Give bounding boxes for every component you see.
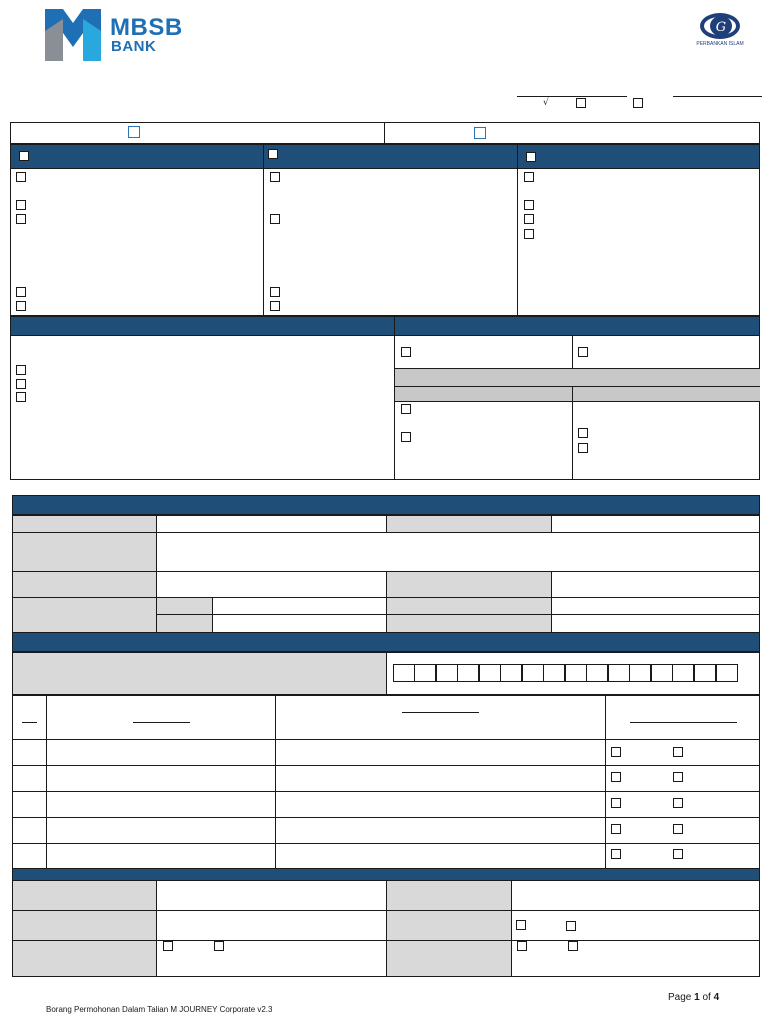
service-group-checkbox[interactable] <box>268 149 278 159</box>
digit-box[interactable] <box>608 664 630 682</box>
application-type-checkbox[interactable] <box>128 126 140 138</box>
field-input-cell[interactable] <box>551 614 760 633</box>
reference-underline <box>517 96 627 97</box>
form-name: Borang Permohonan Dalam Talian M JOURNEY Corporate v2.3 <box>46 1005 273 1014</box>
islamic-label: PERBANKAN ISLAM <box>696 41 744 47</box>
table-cell[interactable] <box>275 739 606 766</box>
field-label-cell <box>12 532 157 572</box>
section-body <box>10 336 760 480</box>
header-underline <box>402 712 479 713</box>
field-sublabel-cell <box>156 597 213 615</box>
service-option-checkbox[interactable] <box>16 287 26 297</box>
field-input-cell <box>511 910 760 941</box>
page-current: 1 <box>694 992 700 1003</box>
address-input-cell[interactable] <box>156 532 760 572</box>
field-label-cell <box>386 910 512 941</box>
digit-box[interactable] <box>672 664 694 682</box>
digit-box[interactable] <box>500 664 522 682</box>
digit-box[interactable] <box>479 664 501 682</box>
brand-name: MBSB <box>110 14 183 41</box>
option-checkbox[interactable] <box>566 921 576 931</box>
digit-box[interactable] <box>586 664 608 682</box>
role-checkbox[interactable] <box>611 849 621 859</box>
digit-box[interactable] <box>694 664 716 682</box>
page-prefix: Page <box>668 992 695 1003</box>
field-label-cell <box>386 597 552 615</box>
field-input-cell[interactable] <box>511 880 760 911</box>
table-cell[interactable] <box>46 817 276 844</box>
service-group-checkbox[interactable] <box>19 151 29 161</box>
field-label-cell <box>12 515 157 533</box>
role-checkbox[interactable] <box>673 798 683 808</box>
digit-box[interactable] <box>629 664 651 682</box>
service-option-checkbox[interactable] <box>524 200 534 210</box>
field-input-cell[interactable] <box>551 571 760 598</box>
table-cell[interactable] <box>46 739 276 766</box>
table-cell[interactable] <box>46 791 276 818</box>
role-checkbox[interactable] <box>611 747 621 757</box>
field-input-cell[interactable] <box>551 597 760 615</box>
mbsb-logo-mark-icon <box>45 9 101 61</box>
table-cell[interactable] <box>275 817 606 844</box>
option-checkbox[interactable] <box>401 404 411 414</box>
service-option-checkbox[interactable] <box>16 301 26 311</box>
column-divider <box>394 336 395 480</box>
field-input-cell <box>156 940 387 977</box>
field-input-cell[interactable] <box>156 515 387 533</box>
field-label-cell <box>386 571 552 598</box>
table-header-cell <box>605 695 760 740</box>
service-option-checkbox[interactable] <box>524 172 534 182</box>
option-checkbox[interactable] <box>578 443 588 453</box>
islamic-emblem-icon <box>699 11 741 41</box>
table-cell[interactable] <box>12 765 47 792</box>
table-cell[interactable] <box>12 843 47 869</box>
table-cell[interactable] <box>12 791 47 818</box>
field-label-cell <box>386 880 512 911</box>
role-checkbox[interactable] <box>673 849 683 859</box>
digit-box[interactable] <box>543 664 565 682</box>
page-total: 4 <box>713 992 720 1003</box>
service-option-checkbox[interactable] <box>270 214 280 224</box>
field-label-cell <box>386 614 552 633</box>
table-cell[interactable] <box>12 739 47 766</box>
role-checkbox[interactable] <box>611 772 621 782</box>
svg-text:G: G <box>715 20 727 35</box>
option-checkbox[interactable] <box>517 941 527 951</box>
table-cell[interactable] <box>12 817 47 844</box>
field-label-cell <box>12 880 157 911</box>
digit-box[interactable] <box>414 664 436 682</box>
table-header-cell <box>46 695 276 740</box>
column-divider <box>517 169 518 316</box>
digit-box[interactable] <box>393 664 415 682</box>
cell-divider <box>572 336 573 368</box>
header-underline <box>630 722 737 723</box>
option-checkbox[interactable] <box>16 379 26 389</box>
account-section-header <box>12 632 760 652</box>
service-option-checkbox[interactable] <box>16 200 26 210</box>
option-checkbox[interactable] <box>578 347 588 357</box>
service-option-checkbox[interactable] <box>16 214 26 224</box>
services-header-bar <box>10 144 760 169</box>
date-underline <box>673 96 762 97</box>
company-section-header <box>12 495 760 515</box>
field-label-cell <box>12 910 157 941</box>
option-checkbox[interactable] <box>576 98 586 108</box>
services-body <box>10 169 760 316</box>
option-checkbox[interactable] <box>568 941 578 951</box>
table-header-cell <box>12 695 47 740</box>
role-checkbox[interactable] <box>673 747 683 757</box>
option-checkbox[interactable] <box>633 98 643 108</box>
option-checkbox[interactable] <box>401 432 411 442</box>
sub-header-grey <box>395 368 760 387</box>
option-checkbox[interactable] <box>516 920 526 930</box>
digit-box[interactable] <box>436 664 458 682</box>
section-header-bar <box>10 316 760 336</box>
digit-box[interactable] <box>651 664 673 682</box>
service-group-checkbox[interactable] <box>526 152 536 162</box>
option-checkbox[interactable] <box>578 428 588 438</box>
field-input-cell[interactable] <box>212 614 387 633</box>
field-input-cell <box>511 940 760 977</box>
field-input-cell[interactable] <box>551 515 760 533</box>
digit-box[interactable] <box>565 664 587 682</box>
field-label-cell <box>12 571 157 598</box>
role-checkbox[interactable] <box>673 772 683 782</box>
table-cell[interactable] <box>275 765 606 792</box>
service-option-checkbox[interactable] <box>270 172 280 182</box>
service-option-checkbox[interactable] <box>16 172 26 182</box>
role-checkbox[interactable] <box>611 824 621 834</box>
header-underline <box>133 722 190 723</box>
option-checkbox[interactable] <box>163 941 173 951</box>
field-label-cell <box>12 652 387 695</box>
service-option-checkbox[interactable] <box>270 287 280 297</box>
service-option-checkbox[interactable] <box>524 214 534 224</box>
tick-mark: √ <box>543 98 549 108</box>
option-checkbox[interactable] <box>401 347 411 357</box>
application-type-cell <box>10 122 385 144</box>
table-cell[interactable] <box>46 843 276 869</box>
page-separator: of <box>699 992 714 1003</box>
role-checkbox[interactable] <box>611 798 621 808</box>
table-cell[interactable] <box>275 843 606 869</box>
table-header-cell <box>275 695 606 740</box>
column-divider <box>263 169 264 316</box>
header-underline <box>22 722 37 723</box>
brand-subtitle: BANK <box>111 38 157 55</box>
application-type-cell <box>384 122 760 144</box>
field-label-cell <box>12 940 157 977</box>
service-option-checkbox[interactable] <box>524 229 534 239</box>
application-type-checkbox[interactable] <box>474 127 486 139</box>
table-cell[interactable] <box>46 765 276 792</box>
field-label-cell <box>12 597 157 633</box>
field-input-cell[interactable] <box>156 571 387 598</box>
field-sublabel-cell <box>156 614 213 633</box>
table-cell[interactable] <box>275 791 606 818</box>
digit-box[interactable] <box>457 664 479 682</box>
field-input-cell[interactable] <box>156 910 387 941</box>
service-option-checkbox[interactable] <box>270 301 280 311</box>
page-number <box>668 992 719 1003</box>
field-input-cell[interactable] <box>156 880 387 911</box>
field-label-cell <box>386 515 552 533</box>
option-checkbox[interactable] <box>16 365 26 375</box>
option-checkbox[interactable] <box>214 941 224 951</box>
option-checkbox[interactable] <box>16 392 26 402</box>
sub-header-grey <box>395 387 760 402</box>
role-checkbox[interactable] <box>673 824 683 834</box>
field-label-cell <box>386 940 512 977</box>
digit-box[interactable] <box>716 664 738 682</box>
field-input-cell[interactable] <box>212 597 387 615</box>
cell-divider <box>572 387 573 480</box>
digit-box[interactable] <box>522 664 544 682</box>
